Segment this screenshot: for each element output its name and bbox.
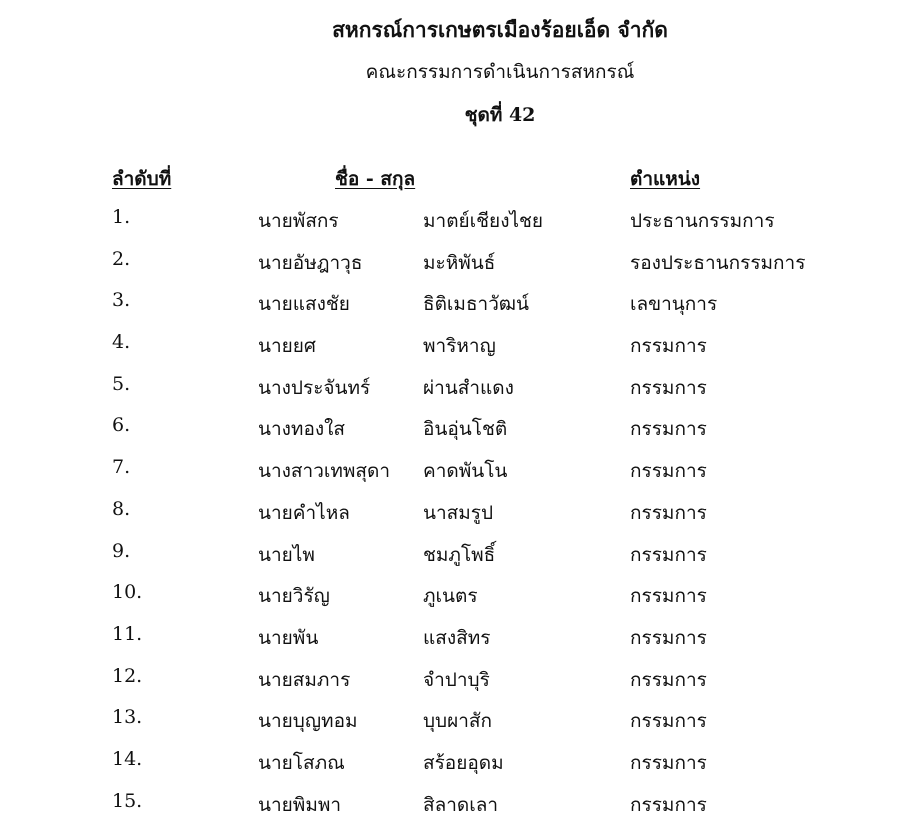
row-last-name: สร้อยอุดม xyxy=(423,751,504,774)
row-position: กรรมการ xyxy=(630,501,707,524)
row-last-name: คาดพันโน xyxy=(423,460,508,483)
row-number: 2. xyxy=(112,247,131,270)
row-first-name: นายแสงชัย xyxy=(258,293,350,316)
row-last-name: มะหิพันธ์ xyxy=(423,251,496,274)
row-number: 8. xyxy=(112,497,131,520)
row-position: กรรมการ xyxy=(630,460,707,483)
row-number: 6. xyxy=(112,414,131,437)
row-number: 9. xyxy=(112,539,131,562)
table-row xyxy=(0,659,923,701)
table-row xyxy=(0,617,923,659)
column-header-position: ตำแหน่ง xyxy=(630,168,701,190)
row-number: 15. xyxy=(112,789,143,812)
table-row xyxy=(0,325,923,367)
row-position: เลขานุการ xyxy=(630,293,718,316)
row-last-name: พาริหาญ xyxy=(423,335,496,358)
row-number: 5. xyxy=(112,372,131,395)
column-header-name: ชื่อ - สกุล xyxy=(335,168,416,190)
row-number: 10. xyxy=(112,581,143,604)
row-number: 4. xyxy=(112,331,131,354)
row-last-name: อินอุ่นโชติ xyxy=(423,418,508,441)
row-position: กรรมการ xyxy=(630,585,707,608)
row-first-name: นายบุญทอม xyxy=(258,710,358,733)
row-first-name: นายคำไหล xyxy=(258,501,350,524)
row-last-name: สิลาดเลา xyxy=(423,793,499,816)
row-position: กรรมการ xyxy=(630,710,707,733)
table-row xyxy=(0,700,923,742)
table-row xyxy=(0,200,923,242)
row-first-name: นายวิรัญ xyxy=(258,585,330,608)
document-subtitle: คณะกรรมการดำเนินการสหกรณ์ xyxy=(365,61,635,83)
row-position: กรรมการ xyxy=(630,751,707,774)
row-last-name: จำปาบุริ xyxy=(423,668,490,691)
row-number: 11. xyxy=(112,622,143,645)
row-first-name: นายพัสกร xyxy=(258,210,339,232)
table-row xyxy=(0,742,923,784)
row-last-name: ผ่านสำแดง xyxy=(423,376,514,399)
row-number: 3. xyxy=(112,289,131,312)
table-row xyxy=(0,575,923,617)
row-last-name: มาตย์เชียงไชย xyxy=(423,210,544,232)
row-position: กรรมการ xyxy=(630,626,707,649)
row-number: 13. xyxy=(112,706,143,729)
row-position: รองประธานกรรมการ xyxy=(630,251,806,274)
column-header-number: ลำดับที่ xyxy=(112,168,172,190)
table-row xyxy=(0,784,923,825)
row-number: 7. xyxy=(112,456,131,479)
row-position: กรรมการ xyxy=(630,793,707,816)
row-position: ประธานกรรมการ xyxy=(630,210,775,232)
row-position: กรรมการ xyxy=(630,418,707,441)
row-number: 12. xyxy=(112,664,143,687)
row-last-name: บุบผาสัก xyxy=(423,710,493,733)
row-first-name: นางประจันทร์ xyxy=(258,376,371,399)
row-last-name: นาสมรูป xyxy=(423,501,494,524)
row-number: 14. xyxy=(112,747,143,770)
row-first-name: นายสมภาร xyxy=(258,668,351,691)
row-first-name: นายไพ xyxy=(258,543,315,566)
committee-list xyxy=(0,200,923,825)
table-row xyxy=(0,534,923,576)
row-position: กรรมการ xyxy=(630,376,707,399)
row-position: กรรมการ xyxy=(630,543,707,566)
row-first-name: นายโสภณ xyxy=(258,751,345,774)
row-last-name: ภูเนตร xyxy=(423,585,478,608)
table-row xyxy=(0,367,923,409)
row-first-name: นางทองใส xyxy=(258,418,346,441)
document-title: สหกรณ์การเกษตรเมืองร้อยเอ็ด จำกัด xyxy=(332,17,668,42)
table-row xyxy=(0,283,923,325)
row-first-name: นายอัษฎาวุธ xyxy=(258,251,363,274)
table-row xyxy=(0,242,923,284)
row-position: กรรมการ xyxy=(630,668,707,691)
row-last-name: ชมภูโพธิ์ xyxy=(423,543,496,566)
row-last-name: แสงสิทร xyxy=(423,626,491,649)
row-first-name: นางสาวเทพสุดา xyxy=(258,460,391,483)
row-first-name: นายพิมพา xyxy=(258,793,342,816)
table-row xyxy=(0,492,923,534)
row-first-name: นายยศ xyxy=(258,335,316,358)
row-position: กรรมการ xyxy=(630,335,707,358)
row-last-name: ธิติเมธาวัฒน์ xyxy=(423,293,530,316)
row-number: 1. xyxy=(112,206,131,228)
table-row xyxy=(0,450,923,492)
table-row xyxy=(0,408,923,450)
row-first-name: นายพัน xyxy=(258,626,319,649)
set-label: ชุดที่ 42 xyxy=(464,104,536,126)
